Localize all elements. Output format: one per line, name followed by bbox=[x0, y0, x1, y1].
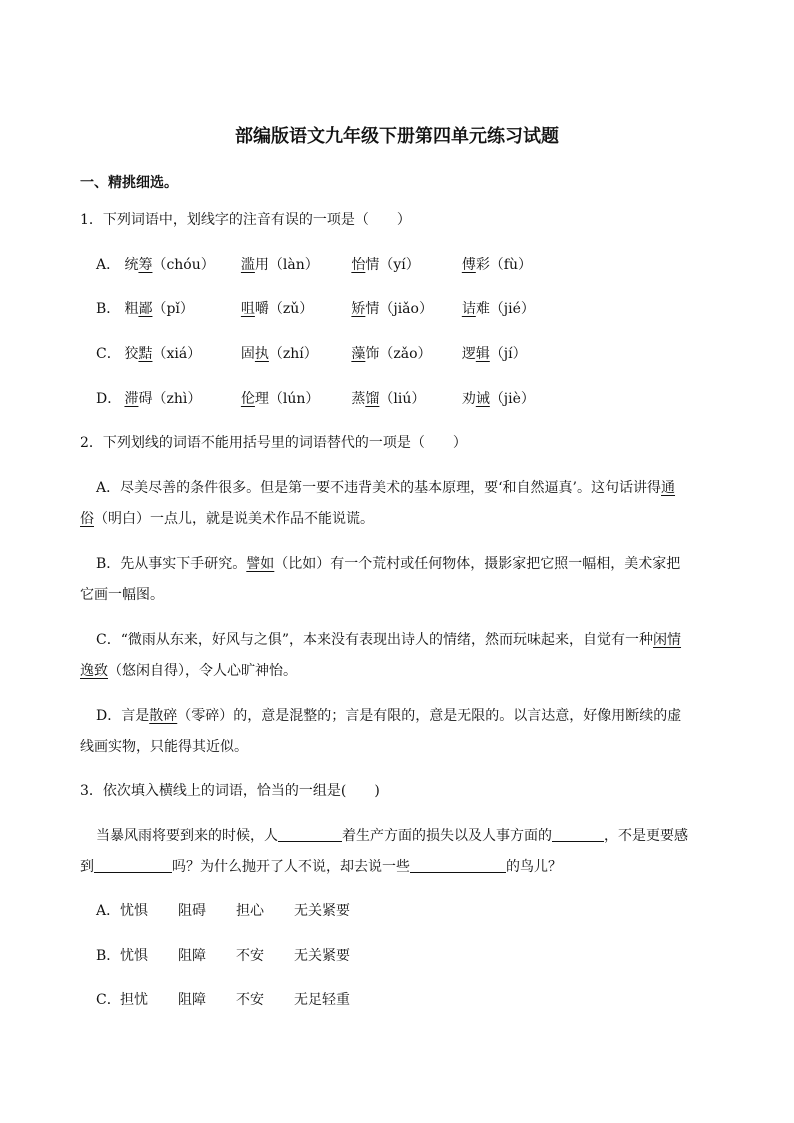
term: 咀嚼（zǔ） bbox=[240, 301, 314, 317]
q1-option-b: B． 粗鄙（pǐ） 咀嚼（zǔ） 矫情（jiǎo） 诘难（jié） bbox=[96, 301, 535, 317]
q3-passage-line1: 当暴风雨将要到来的时候，人 着生产方面的损失以及人事方面的 ，不是更要感 bbox=[96, 828, 688, 844]
term: 傅彩（fù） bbox=[461, 257, 533, 273]
fill-blank bbox=[278, 827, 342, 842]
term: 伦理（lún） bbox=[240, 391, 320, 407]
q3-option-a: A．忧惧 阻碍 担心 无关紧要 bbox=[96, 903, 350, 919]
q1-option-c: C． 狡黠（xiá） 固执（zhí） 藻饰（zǎo） 逻辑（jí） bbox=[96, 346, 527, 362]
fill-blank bbox=[94, 858, 172, 873]
term: 诘难（jié） bbox=[461, 301, 535, 317]
q1-option-a: A． 统筹（chóu） 滥用（làn） 怡情（yí） 傅彩（fù） bbox=[96, 257, 533, 273]
question-3-stem: 3．依次填入横线上的词语，恰当的一组是( ) bbox=[80, 783, 380, 799]
q3-option-c: C．担忧 阻障 不安 无足轻重 bbox=[96, 992, 350, 1008]
term: 统筹（chóu） bbox=[124, 257, 215, 273]
question-1-stem: 1．下列词语中，划线字的注音有误的一项是（ ） bbox=[80, 212, 411, 228]
term: 矫情（jiǎo） bbox=[351, 301, 433, 317]
section-heading: 一、精挑细选。 bbox=[80, 175, 178, 191]
q2-option-d-line1: D．言是散碎（零碎）的，意是混整的；言是有限的，意是无限的。以言达意，好像用断续的虚 bbox=[96, 708, 682, 724]
term: 劝诫（jiè） bbox=[461, 391, 535, 407]
q2-option-c-line2: 逸致（悠闲自得），令人心旷神怡。 bbox=[80, 663, 297, 679]
q1-option-d: D． 滞碍（zhì） 伦理（lún） 蒸馏（liú） 劝诫（jiè） bbox=[96, 391, 535, 407]
q3-option-b: B．忧惧 阻障 不安 无关紧要 bbox=[96, 948, 350, 964]
term: 逻辑（jí） bbox=[461, 346, 527, 362]
term: 粗鄙（pǐ） bbox=[124, 301, 194, 317]
term: 滥用（làn） bbox=[240, 257, 319, 273]
q2-option-c-line1: C．“微雨从东来，好风与之俱”，本来没有表现出诗人的情绪，然而玩味起来，自觉有一种闲情 bbox=[96, 632, 682, 648]
term: 固执（zhí） bbox=[240, 346, 318, 362]
q2-option-b-line1: B．先从事实下手研究。譬如（比如）有一个荒村或任何物体，摄影家把它照一幅相，美术家把 bbox=[96, 556, 681, 572]
term: 怡情（yí） bbox=[351, 257, 420, 273]
fill-blank bbox=[410, 858, 506, 873]
q2-option-b-line2: 它画一幅图。 bbox=[80, 587, 164, 603]
term: 藻饰（zǎo） bbox=[351, 346, 432, 362]
q3-passage-line2: 到 吗？为什么抛开了人不说，却去说一些 的鸟儿？ bbox=[80, 859, 562, 875]
q2-option-a-line2: 俗（明白）一点儿，就是说美术作品不能说谎。 bbox=[80, 511, 374, 527]
q2-option-d-line2: 线画实物，只能得其近似。 bbox=[80, 739, 248, 755]
question-2-stem: 2．下列划线的词语不能用括号里的词语替代的一项是（ ） bbox=[80, 435, 467, 451]
term: 蒸馏（liú） bbox=[351, 391, 426, 407]
q2-option-a-line1: A．尽美尽善的条件很多。但是第一要不违背美术的基本原理，要‘和自然逼真’。这句话讲得通 bbox=[96, 480, 676, 496]
term: 狡黠（xiá） bbox=[124, 346, 202, 362]
page-title: 部编版语文九年级下册第四单元练习试题 bbox=[235, 126, 559, 147]
fill-blank bbox=[552, 827, 604, 842]
term: 滞碍（zhì） bbox=[124, 391, 202, 407]
